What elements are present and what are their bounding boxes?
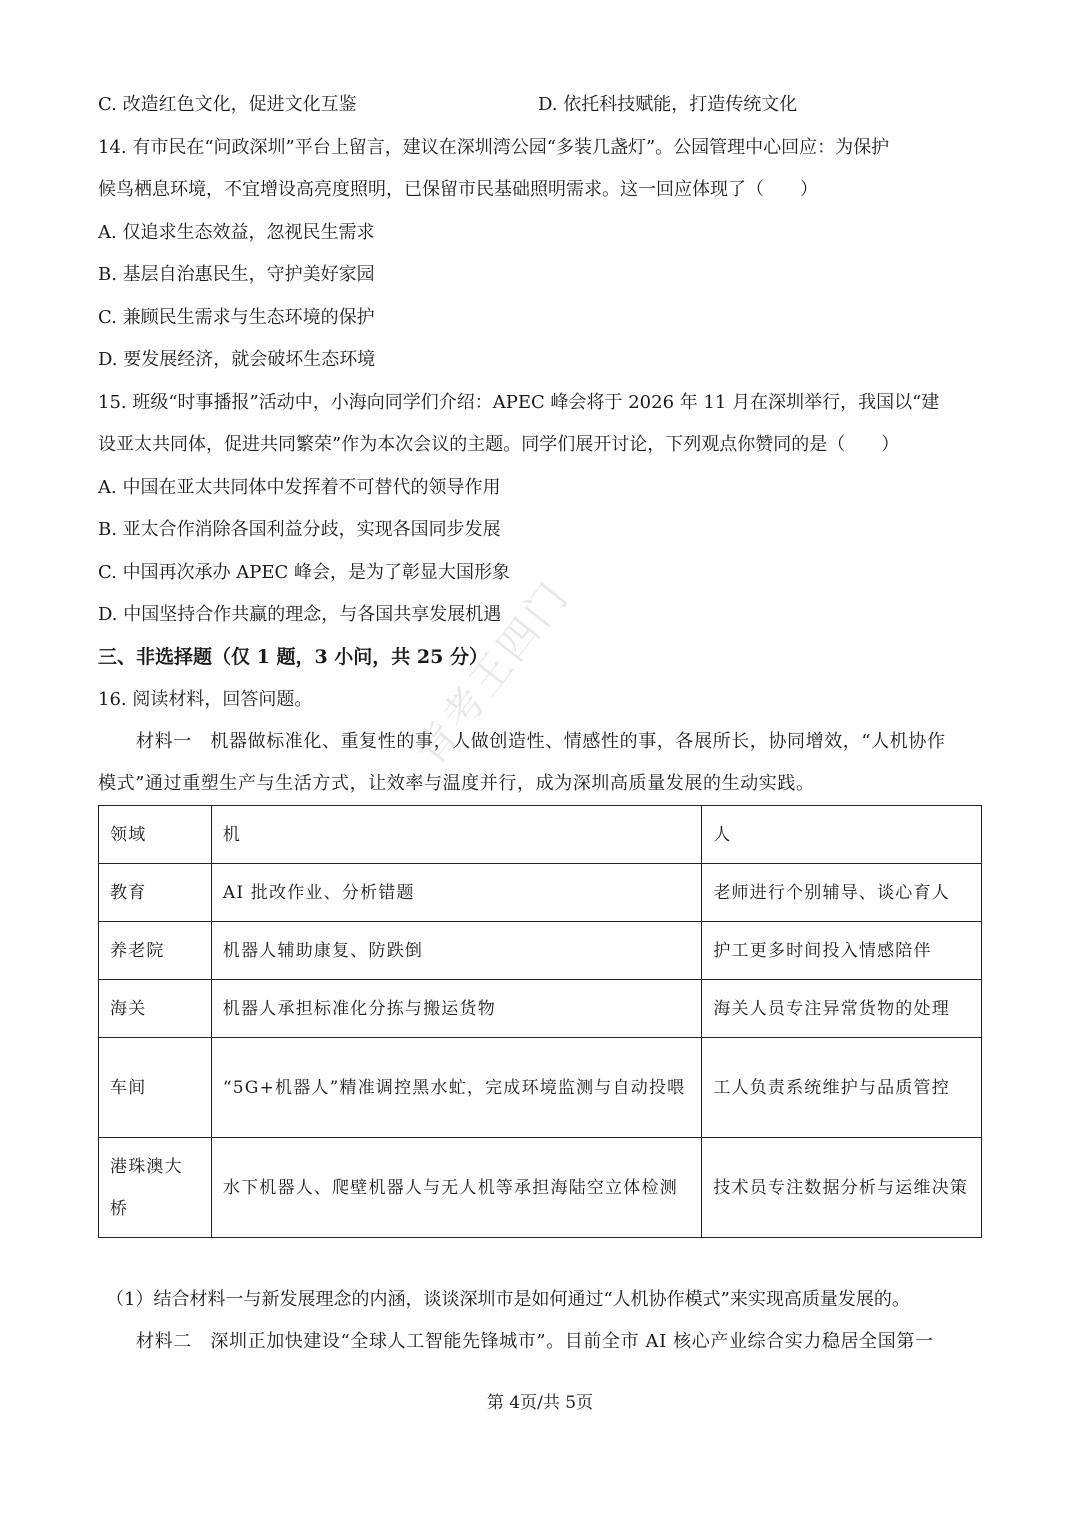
table-cell: 技术员专注数据分析与运维决策 bbox=[702, 1138, 982, 1238]
table-cell: 教育 bbox=[99, 864, 212, 922]
table-cell: 工人负责系统维护与品质管控 bbox=[702, 1038, 982, 1138]
table-cell: AI 批改作业、分析错题 bbox=[211, 864, 701, 922]
table-row bbox=[99, 1138, 982, 1238]
material-table bbox=[98, 805, 982, 1238]
table-header-row bbox=[99, 806, 982, 864]
q15-option-a: A. 中国在亚太共同体中发挥着不可替代的领导作用 bbox=[98, 477, 501, 498]
table-cell: 养老院 bbox=[99, 922, 212, 980]
q15-option-d: D. 中国坚持合作共赢的理念，与各国共享发展机遇 bbox=[98, 604, 502, 625]
q15-option-c: C. 中国再次承办 APEC 峰会，是为了彰显大国形象 bbox=[98, 562, 511, 583]
table-row bbox=[99, 864, 982, 922]
table-cell: 车间 bbox=[99, 1038, 212, 1138]
q14-option-d: D. 要发展经济，就会破坏生态环境 bbox=[98, 349, 376, 370]
q14-option-b: B. 基层自治惠民生，守护美好家园 bbox=[98, 264, 375, 285]
material1-line2: 模式”通过重塑生产与生活方式，让效率与温度并行，成为深圳高质量发展的生动实践。 bbox=[98, 773, 815, 794]
table-header-cell: 人 bbox=[702, 806, 982, 864]
table-cell: 机器人辅助康复、防跌倒 bbox=[211, 922, 701, 980]
table-cell: “5G+机器人”精准调控黑水虻，完成环境监测与自动投喂 bbox=[211, 1038, 701, 1138]
table-header-cell: 机 bbox=[211, 806, 701, 864]
material2-line1: 材料二 深圳正加快建设“全球人工智能先锋城市”。目前全市 AI 核心产业综合实力稳居全国第一 bbox=[136, 1331, 934, 1352]
watermark: 背考王四门 bbox=[407, 572, 579, 774]
table-cell: 水下机器人、爬壁机器人与无人机等承担海陆空立体检测 bbox=[211, 1138, 701, 1238]
table-cell: 海关 bbox=[99, 980, 212, 1038]
table-cell: 老师进行个别辅导、谈心育人 bbox=[702, 864, 982, 922]
table-cell: 港珠澳大桥 bbox=[99, 1138, 212, 1238]
q15-stem-line1: 15. 班级“时事播报”活动中，小海向同学们介绍：APEC 峰会将于 2026 年 11 月在深圳举行，我国以“建 bbox=[98, 392, 940, 413]
table-row bbox=[99, 980, 982, 1038]
q14-stem-line2: 候鸟栖息环境，不宜增设高亮度照明，已保留市民基础照明需求。这一回应体现了（ ） bbox=[98, 179, 818, 200]
table-header-cell: 领域 bbox=[99, 806, 212, 864]
table-row bbox=[99, 1038, 982, 1138]
q14-option-c: C. 兼顾民生需求与生态环境的保护 bbox=[98, 307, 375, 328]
q13-option-c: C. 改造红色文化，促进文化互鉴 bbox=[98, 94, 357, 115]
q15-option-b: B. 亚太合作消除各国利益分歧，实现各国同步发展 bbox=[98, 519, 501, 540]
sub-question-1: （1）结合材料一与新发展理念的内涵，谈谈深圳市是如何通过“人机协作模式”来实现高质量发展的。 bbox=[106, 1289, 910, 1310]
q16-stem: 16. 阅读材料，回答问题。 bbox=[98, 689, 313, 710]
page-number: 第 4页/共 5页 bbox=[486, 1393, 594, 1413]
q15-stem-line2: 设亚太共同体，促进共同繁荣”作为本次会议的主题。同学们展开讨论，下列观点你赞同的是（ ） bbox=[98, 434, 900, 455]
table-row bbox=[99, 922, 982, 980]
section-heading: 三、非选择题（仅 1 题，3 小问，共 25 分） bbox=[98, 646, 488, 668]
table-cell: 机器人承担标准化分拣与搬运货物 bbox=[211, 980, 701, 1038]
table-cell: 海关人员专注异常货物的处理 bbox=[702, 980, 982, 1038]
q14-stem-line1: 14. 有市民在“问政深圳”平台上留言，建议在深圳湾公园“多装几盏灯”。公园管理中心回应：为保护 bbox=[98, 137, 890, 158]
table-cell: 护工更多时间投入情感陪伴 bbox=[702, 922, 982, 980]
q13-option-d: D. 依托科技赋能，打造传统文化 bbox=[538, 94, 798, 115]
material1-line1: 材料一 机器做标准化、重复性的事，人做创造性、情感性的事，各展所长，协同增效，“人机协作 bbox=[136, 731, 946, 752]
q14-option-a: A. 仅追求生态效益，忽视民生需求 bbox=[98, 222, 375, 243]
